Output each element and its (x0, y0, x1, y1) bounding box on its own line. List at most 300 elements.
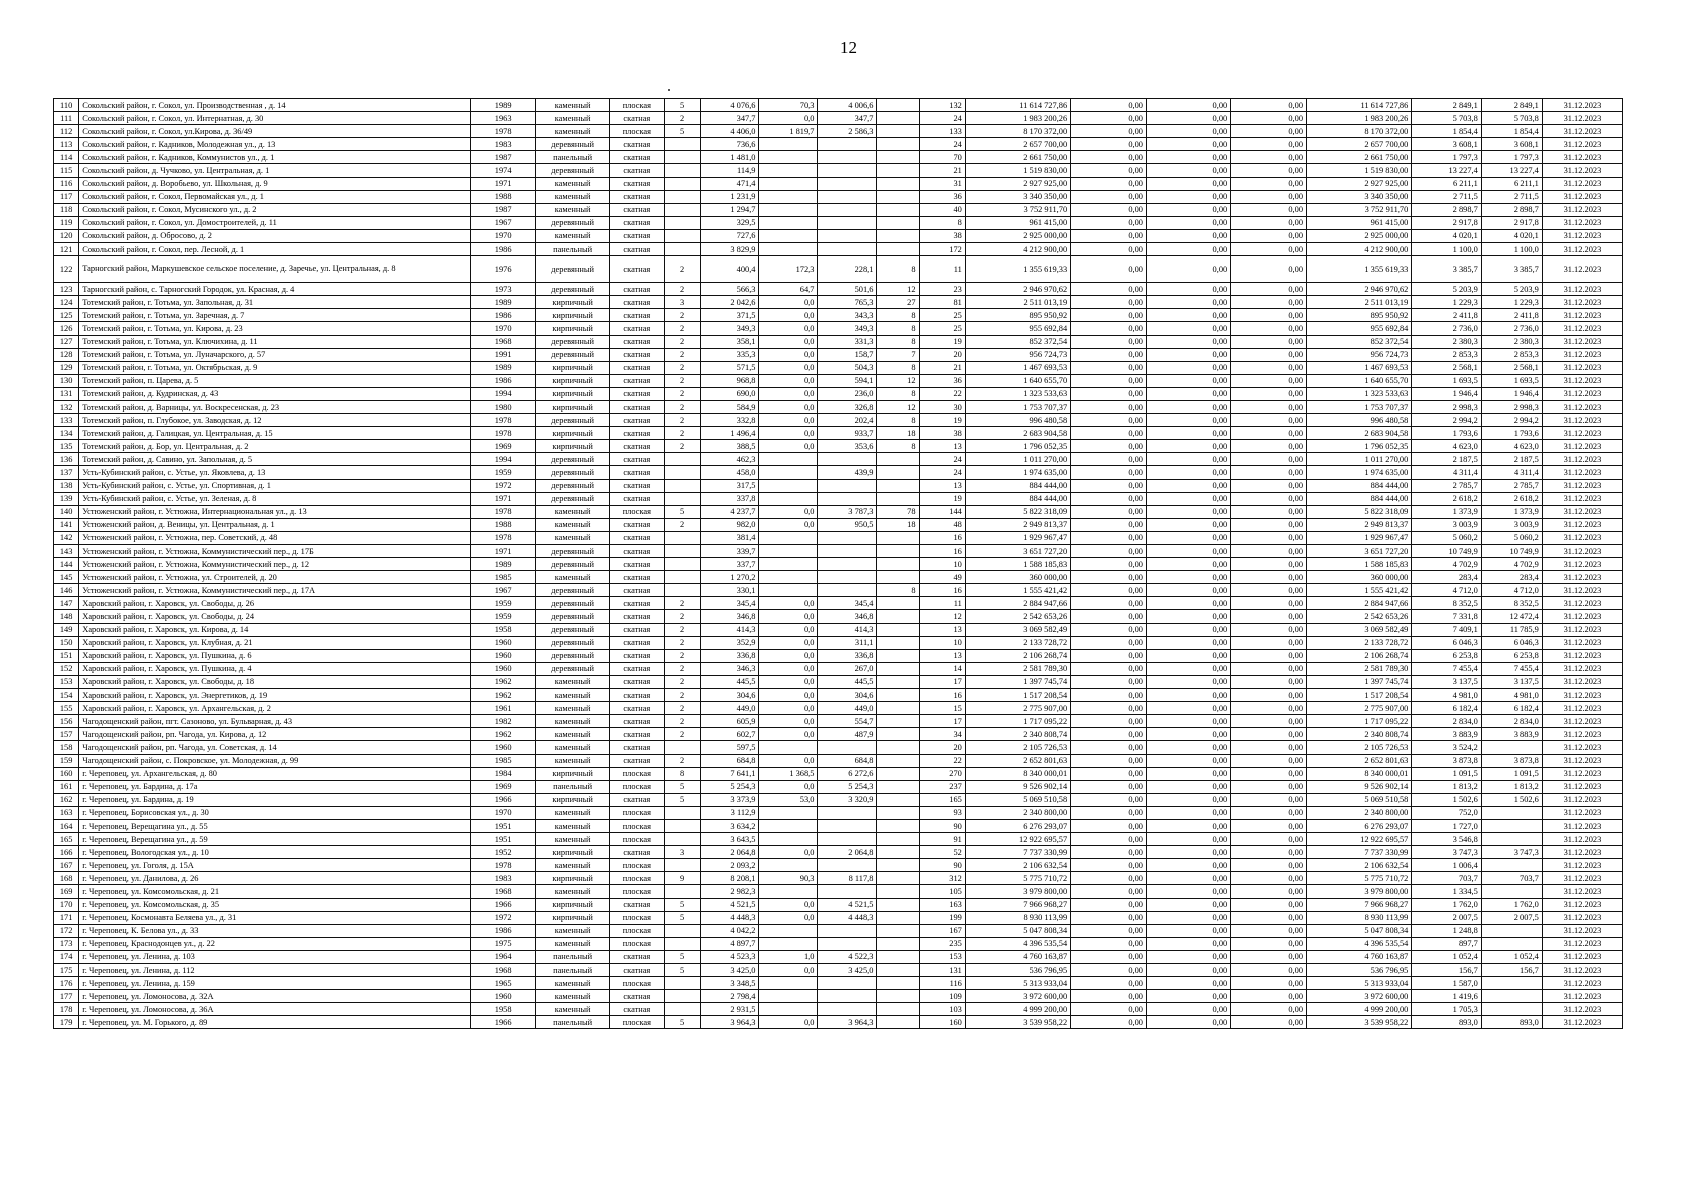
roof-type-cell: скатная (609, 675, 664, 688)
floors-cell (664, 859, 700, 872)
cost-part-c-cell: 0,00 (1231, 387, 1307, 400)
cost-part-d-cell: 2 657 700,00 (1307, 138, 1412, 151)
cost-part-b-cell: 0,00 (1146, 846, 1230, 859)
cost-part-c-cell: 0,00 (1231, 990, 1307, 1003)
address-cell: Устюженский район, г. Устюжна, пер. Советский, д. 48 (79, 531, 471, 544)
table-row (54, 283, 1623, 296)
completion-date-cell: 31.12.2023 (1542, 190, 1622, 203)
table-row (54, 872, 1623, 885)
max-cost-per-sqm-cell: 1 813,2 (1481, 780, 1542, 793)
cost-part-c-cell: 0,00 (1231, 977, 1307, 990)
cost-part-b-cell: 0,00 (1146, 597, 1230, 610)
residents-cell: 93 (919, 806, 965, 819)
total-cost-cell: 2 106 632,54 (965, 859, 1070, 872)
roof-type-cell: скатная (609, 243, 664, 256)
table-row (54, 374, 1623, 387)
residents-cell: 133 (919, 125, 965, 138)
apartments-cell (877, 754, 919, 767)
cost-per-sqm-cell: 3 003,9 (1412, 518, 1481, 531)
table-row (54, 243, 1623, 256)
residents-cell: 10 (919, 558, 965, 571)
apartments-cell (877, 649, 919, 662)
max-cost-per-sqm-cell: 1 854,4 (1481, 125, 1542, 138)
floors-cell: 2 (664, 623, 700, 636)
table-row (54, 99, 1623, 112)
cost-per-sqm-cell: 5 703,8 (1412, 112, 1481, 125)
total-area-cell: 1 270,2 (700, 571, 759, 584)
floors-cell: 2 (664, 636, 700, 649)
table-row (54, 414, 1623, 427)
residential-area-cell (818, 216, 877, 229)
total-cost-cell: 536 796,95 (965, 964, 1070, 977)
table-row (54, 1016, 1623, 1029)
total-cost-cell: 955 692,84 (965, 322, 1070, 335)
address-cell: г. Череповец, К. Белова ул., д. 33 (79, 924, 471, 937)
address-cell: Устюженский район, г. Устюжна, Интернациональная ул., д. 13 (79, 505, 471, 518)
apartments-cell (877, 924, 919, 937)
apartments-cell: 8 (877, 414, 919, 427)
residential-area-cell: 950,5 (818, 518, 877, 531)
floors-cell: 2 (664, 361, 700, 374)
cost-per-sqm-cell: 2 785,7 (1412, 479, 1481, 492)
nonresidential-area-cell: 0,0 (759, 898, 818, 911)
row-number-cell: 136 (54, 453, 79, 466)
table-row (54, 898, 1623, 911)
total-cost-cell: 1 640 655,70 (965, 374, 1070, 387)
cost-part-d-cell: 8 930 113,99 (1307, 911, 1412, 924)
total-area-cell: 5 254,3 (700, 780, 759, 793)
roof-type-cell: плоская (609, 977, 664, 990)
year-built-cell: 1971 (470, 177, 535, 190)
max-cost-per-sqm-cell: 1 797,3 (1481, 151, 1542, 164)
year-built-cell: 1987 (470, 203, 535, 216)
total-area-cell: 349,3 (700, 322, 759, 335)
total-area-cell: 3 348,5 (700, 977, 759, 990)
completion-date-cell: 31.12.2023 (1542, 243, 1622, 256)
roof-type-cell: скатная (609, 374, 664, 387)
row-number-cell: 157 (54, 728, 79, 741)
table-row (54, 151, 1623, 164)
address-cell: Усть-Кубинский район, с. Устье, ул. Яковлева, д. 13 (79, 466, 471, 479)
roof-type-cell: скатная (609, 545, 664, 558)
completion-date-cell: 31.12.2023 (1542, 361, 1622, 374)
cost-per-sqm-cell: 1 587,0 (1412, 977, 1481, 990)
max-cost-per-sqm-cell (1481, 806, 1542, 819)
total-area-cell: 4 897,7 (700, 937, 759, 950)
cost-part-a-cell: 0,00 (1071, 846, 1147, 859)
roof-type-cell: плоская (609, 924, 664, 937)
cost-part-b-cell: 0,00 (1146, 440, 1230, 453)
floors-cell: 5 (664, 793, 700, 806)
cost-per-sqm-cell: 10 749,9 (1412, 545, 1481, 558)
total-cost-cell: 5 313 933,04 (965, 977, 1070, 990)
apartments-cell (877, 203, 919, 216)
cost-part-b-cell: 0,00 (1146, 571, 1230, 584)
cost-part-b-cell: 0,00 (1146, 728, 1230, 741)
total-area-cell: 2 093,2 (700, 859, 759, 872)
nonresidential-area-cell: 0,0 (759, 400, 818, 413)
cost-part-b-cell: 0,00 (1146, 689, 1230, 702)
wall-material-cell: каменный (536, 741, 610, 754)
floors-cell: 2 (664, 440, 700, 453)
residents-cell: 36 (919, 190, 965, 203)
residents-cell: 36 (919, 374, 965, 387)
apartments-cell (877, 833, 919, 846)
total-cost-cell: 1 929 967,47 (965, 531, 1070, 544)
table-row (54, 492, 1623, 505)
residential-area-cell: 331,3 (818, 335, 877, 348)
residents-cell: 11 (919, 597, 965, 610)
cost-part-a-cell: 0,00 (1071, 819, 1147, 832)
total-cost-cell: 5 069 510,58 (965, 793, 1070, 806)
year-built-cell: 1963 (470, 112, 535, 125)
completion-date-cell: 31.12.2023 (1542, 924, 1622, 937)
cost-part-d-cell: 3 651 727,20 (1307, 545, 1412, 558)
wall-material-cell: деревянный (536, 414, 610, 427)
cost-part-c-cell: 0,00 (1231, 937, 1307, 950)
total-area-cell: 2 931,5 (700, 1003, 759, 1016)
total-cost-cell: 1 588 185,83 (965, 558, 1070, 571)
address-cell: Сокольский район, д. Воробьево, ул. Школьная, д. 9 (79, 177, 471, 190)
row-number-cell: 121 (54, 243, 79, 256)
apartments-cell (877, 793, 919, 806)
total-cost-cell: 1 011 270,00 (965, 453, 1070, 466)
floors-cell (664, 833, 700, 846)
max-cost-per-sqm-cell: 12 472,4 (1481, 610, 1542, 623)
total-area-cell: 336,8 (700, 649, 759, 662)
cost-part-a-cell: 0,00 (1071, 636, 1147, 649)
total-cost-cell: 3 752 911,70 (965, 203, 1070, 216)
address-cell: Устюженский район, д. Веницы, ул. Центральная, д. 1 (79, 518, 471, 531)
total-cost-cell: 1 717 095,22 (965, 715, 1070, 728)
residential-area-cell: 6 272,6 (818, 767, 877, 780)
nonresidential-area-cell (759, 885, 818, 898)
roof-type-cell: скатная (609, 636, 664, 649)
year-built-cell: 1970 (470, 806, 535, 819)
cost-part-b-cell: 0,00 (1146, 898, 1230, 911)
wall-material-cell: каменный (536, 675, 610, 688)
cost-part-c-cell: 0,00 (1231, 819, 1307, 832)
total-area-cell: 358,1 (700, 335, 759, 348)
completion-date-cell: 31.12.2023 (1542, 911, 1622, 924)
total-cost-cell: 2 683 904,58 (965, 427, 1070, 440)
total-cost-cell: 1 467 693,53 (965, 361, 1070, 374)
total-cost-cell: 2 946 970,62 (965, 283, 1070, 296)
cost-per-sqm-cell: 6 182,4 (1412, 702, 1481, 715)
cost-part-c-cell: 0,00 (1231, 400, 1307, 413)
cost-per-sqm-cell: 3 747,3 (1412, 846, 1481, 859)
wall-material-cell: деревянный (536, 636, 610, 649)
cost-part-c-cell: 0,00 (1231, 702, 1307, 715)
completion-date-cell: 31.12.2023 (1542, 846, 1622, 859)
cost-part-d-cell: 1 640 655,70 (1307, 374, 1412, 387)
max-cost-per-sqm-cell: 1 946,4 (1481, 387, 1542, 400)
roof-type-cell: скатная (609, 177, 664, 190)
total-area-cell: 968,8 (700, 374, 759, 387)
cost-per-sqm-cell: 6 211,1 (1412, 177, 1481, 190)
cost-part-b-cell: 0,00 (1146, 177, 1230, 190)
cost-part-b-cell: 0,00 (1146, 558, 1230, 571)
cost-part-c-cell: 0,00 (1231, 466, 1307, 479)
table-row (54, 518, 1623, 531)
roof-type-cell: скатная (609, 164, 664, 177)
cost-part-c-cell: 0,00 (1231, 767, 1307, 780)
wall-material-cell: кирпичный (536, 846, 610, 859)
completion-date-cell: 31.12.2023 (1542, 453, 1622, 466)
roof-type-cell: скатная (609, 531, 664, 544)
completion-date-cell: 31.12.2023 (1542, 492, 1622, 505)
total-cost-cell: 1 753 707,37 (965, 400, 1070, 413)
total-area-cell: 329,5 (700, 216, 759, 229)
cost-part-c-cell: 0,00 (1231, 112, 1307, 125)
scan-mark (668, 89, 670, 91)
residential-area-cell: 501,6 (818, 283, 877, 296)
total-area-cell: 2 064,8 (700, 846, 759, 859)
cost-part-d-cell: 2 949 813,37 (1307, 518, 1412, 531)
address-cell: г. Череповец, Вологодская ул., д. 10 (79, 846, 471, 859)
residential-area-cell: 311,1 (818, 636, 877, 649)
apartments-cell (877, 216, 919, 229)
cost-part-d-cell: 11 614 727,86 (1307, 99, 1412, 112)
total-cost-cell: 2 581 789,30 (965, 662, 1070, 675)
cost-part-c-cell: 0,00 (1231, 531, 1307, 544)
cost-part-a-cell: 0,00 (1071, 309, 1147, 322)
max-cost-per-sqm-cell: 4 623,0 (1481, 440, 1542, 453)
wall-material-cell: каменный (536, 977, 610, 990)
residents-cell: 16 (919, 531, 965, 544)
total-cost-cell: 2 661 750,00 (965, 151, 1070, 164)
residents-cell: 16 (919, 584, 965, 597)
address-cell: г. Череповец, Верещагина ул., д. 59 (79, 833, 471, 846)
cost-part-a-cell: 0,00 (1071, 190, 1147, 203)
wall-material-cell: кирпичный (536, 387, 610, 400)
max-cost-per-sqm-cell: 2 711,5 (1481, 190, 1542, 203)
nonresidential-area-cell (759, 151, 818, 164)
roof-type-cell: скатная (609, 846, 664, 859)
max-cost-per-sqm-cell: 5 060,2 (1481, 531, 1542, 544)
table-row (54, 950, 1623, 963)
floors-cell: 2 (664, 374, 700, 387)
cost-part-a-cell: 0,00 (1071, 950, 1147, 963)
cost-part-c-cell: 0,00 (1231, 780, 1307, 793)
wall-material-cell: каменный (536, 715, 610, 728)
table-row (54, 216, 1623, 229)
cost-part-b-cell: 0,00 (1146, 610, 1230, 623)
apartments-cell (877, 597, 919, 610)
total-area-cell: 1 231,9 (700, 190, 759, 203)
residential-area-cell (818, 937, 877, 950)
roof-type-cell: скатная (609, 964, 664, 977)
cost-part-c-cell: 0,00 (1231, 741, 1307, 754)
row-number-cell: 154 (54, 689, 79, 702)
cost-part-a-cell: 0,00 (1071, 243, 1147, 256)
roof-type-cell: плоская (609, 505, 664, 518)
cost-part-a-cell: 0,00 (1071, 702, 1147, 715)
year-built-cell: 1989 (470, 99, 535, 112)
row-number-cell: 128 (54, 348, 79, 361)
year-built-cell: 1985 (470, 754, 535, 767)
year-built-cell: 1984 (470, 767, 535, 780)
cost-part-b-cell: 0,00 (1146, 256, 1230, 283)
total-area-cell: 3 112,9 (700, 806, 759, 819)
apartments-cell (877, 610, 919, 623)
residents-cell: 90 (919, 859, 965, 872)
wall-material-cell: каменный (536, 571, 610, 584)
residential-area-cell: 326,8 (818, 400, 877, 413)
cost-part-d-cell: 2 927 925,00 (1307, 177, 1412, 190)
cost-part-c-cell: 0,00 (1231, 715, 1307, 728)
total-cost-cell: 3 651 727,20 (965, 545, 1070, 558)
address-cell: Сокольский район, г. Сокол, ул. Домостроителей, д. 11 (79, 216, 471, 229)
table-row (54, 571, 1623, 584)
cost-per-sqm-cell: 1 091,5 (1412, 767, 1481, 780)
total-cost-cell: 884 444,00 (965, 492, 1070, 505)
floors-cell: 2 (664, 702, 700, 715)
max-cost-per-sqm-cell (1481, 1003, 1542, 1016)
residential-area-cell: 933,7 (818, 427, 877, 440)
year-built-cell: 1978 (470, 125, 535, 138)
address-cell: Тотемский район, г. Тотьма, ул. Ключихина, д. 11 (79, 335, 471, 348)
row-number-cell: 160 (54, 767, 79, 780)
floors-cell (664, 164, 700, 177)
cost-part-a-cell: 0,00 (1071, 571, 1147, 584)
max-cost-per-sqm-cell (1481, 833, 1542, 846)
residents-cell: 20 (919, 348, 965, 361)
cost-part-b-cell: 0,00 (1146, 924, 1230, 937)
wall-material-cell: деревянный (536, 479, 610, 492)
residential-area-cell: 347,7 (818, 112, 877, 125)
address-cell: г. Череповец, ул. Комсомольская, д. 21 (79, 885, 471, 898)
cost-per-sqm-cell: 2 007,5 (1412, 911, 1481, 924)
apartments-cell (877, 545, 919, 558)
total-area-cell: 684,8 (700, 754, 759, 767)
completion-date-cell: 31.12.2023 (1542, 400, 1622, 413)
cost-part-c-cell: 0,00 (1231, 151, 1307, 164)
roof-type-cell: скатная (609, 950, 664, 963)
completion-date-cell: 31.12.2023 (1542, 479, 1622, 492)
nonresidential-area-cell: 0,0 (759, 689, 818, 702)
cost-part-a-cell: 0,00 (1071, 374, 1147, 387)
table-body (54, 99, 1623, 1029)
total-cost-cell: 4 396 535,54 (965, 937, 1070, 950)
cost-part-d-cell: 1 796 052,35 (1307, 440, 1412, 453)
max-cost-per-sqm-cell: 1 052,4 (1481, 950, 1542, 963)
wall-material-cell: кирпичный (536, 898, 610, 911)
total-cost-cell: 1 983 200,26 (965, 112, 1070, 125)
completion-date-cell: 31.12.2023 (1542, 518, 1622, 531)
max-cost-per-sqm-cell: 2 736,0 (1481, 322, 1542, 335)
wall-material-cell: панельный (536, 780, 610, 793)
year-built-cell: 1978 (470, 505, 535, 518)
completion-date-cell: 31.12.2023 (1542, 283, 1622, 296)
max-cost-per-sqm-cell: 3 883,9 (1481, 728, 1542, 741)
cost-per-sqm-cell: 156,7 (1412, 964, 1481, 977)
total-area-cell: 4 523,3 (700, 950, 759, 963)
row-number-cell: 113 (54, 138, 79, 151)
residents-cell: 116 (919, 977, 965, 990)
residential-area-cell (818, 151, 877, 164)
cost-per-sqm-cell: 5 203,9 (1412, 283, 1481, 296)
total-cost-cell: 2 949 813,37 (965, 518, 1070, 531)
residential-area-cell: 236,0 (818, 387, 877, 400)
residential-area-cell: 3 425,0 (818, 964, 877, 977)
completion-date-cell: 31.12.2023 (1542, 322, 1622, 335)
nonresidential-area-cell: 90,3 (759, 872, 818, 885)
year-built-cell: 1989 (470, 558, 535, 571)
total-cost-cell: 4 760 163,87 (965, 950, 1070, 963)
total-area-cell: 114,9 (700, 164, 759, 177)
address-cell: Устюженский район, г. Устюжна, Коммунистический пер., д. 12 (79, 558, 471, 571)
nonresidential-area-cell (759, 990, 818, 1003)
residential-area-cell (818, 806, 877, 819)
cost-part-a-cell: 0,00 (1071, 505, 1147, 518)
cost-part-c-cell: 0,00 (1231, 833, 1307, 846)
roof-type-cell: скатная (609, 466, 664, 479)
cost-per-sqm-cell: 1 793,6 (1412, 427, 1481, 440)
year-built-cell: 1968 (470, 964, 535, 977)
nonresidential-area-cell: 0,0 (759, 309, 818, 322)
cost-part-d-cell: 2 581 789,30 (1307, 662, 1412, 675)
residential-area-cell: 353,6 (818, 440, 877, 453)
completion-date-cell: 31.12.2023 (1542, 636, 1622, 649)
address-cell: Чагодощенский район, с. Покровское, ул. Молодежная, д. 99 (79, 754, 471, 767)
wall-material-cell: кирпичный (536, 322, 610, 335)
year-built-cell: 1991 (470, 348, 535, 361)
roof-type-cell: скатная (609, 558, 664, 571)
residents-cell: 131 (919, 964, 965, 977)
cost-part-b-cell: 0,00 (1146, 662, 1230, 675)
floors-cell: 3 (664, 296, 700, 309)
residential-area-cell (818, 819, 877, 832)
cost-per-sqm-cell: 7 331,8 (1412, 610, 1481, 623)
floors-cell (664, 453, 700, 466)
floors-cell: 2 (664, 322, 700, 335)
row-number-cell: 132 (54, 400, 79, 413)
address-cell: Харовский район, г. Харовск, ул. Свободы, д. 26 (79, 597, 471, 610)
cost-part-d-cell: 1 397 745,74 (1307, 675, 1412, 688)
cost-part-d-cell: 360 000,00 (1307, 571, 1412, 584)
floors-cell: 5 (664, 898, 700, 911)
cost-part-d-cell: 5 047 808,34 (1307, 924, 1412, 937)
max-cost-per-sqm-cell: 1 762,0 (1481, 898, 1542, 911)
cost-part-d-cell: 3 752 911,70 (1307, 203, 1412, 216)
row-number-cell: 159 (54, 754, 79, 767)
max-cost-per-sqm-cell: 2 998,3 (1481, 400, 1542, 413)
address-cell: Сокольский район, г. Кадников, Коммунистов ул., д. 1 (79, 151, 471, 164)
cost-part-b-cell: 0,00 (1146, 911, 1230, 924)
total-cost-cell: 2 652 801,63 (965, 754, 1070, 767)
cost-part-a-cell: 0,00 (1071, 964, 1147, 977)
cost-part-b-cell: 0,00 (1146, 833, 1230, 846)
cost-part-d-cell: 956 724,73 (1307, 348, 1412, 361)
cost-part-b-cell: 0,00 (1146, 322, 1230, 335)
housing-register-table (53, 98, 1623, 1029)
cost-part-b-cell: 0,00 (1146, 400, 1230, 413)
row-number-cell: 176 (54, 977, 79, 990)
apartments-cell (877, 1003, 919, 1016)
roof-type-cell: скатная (609, 203, 664, 216)
year-built-cell: 1960 (470, 662, 535, 675)
cost-part-c-cell: 0,00 (1231, 885, 1307, 898)
nonresidential-area-cell: 0,0 (759, 597, 818, 610)
cost-part-a-cell: 0,00 (1071, 1003, 1147, 1016)
address-cell: Харовский район, г. Харовск, ул. Клубная, д. 21 (79, 636, 471, 649)
cost-per-sqm-cell: 4 311,4 (1412, 466, 1481, 479)
row-number-cell: 161 (54, 780, 79, 793)
cost-part-a-cell: 0,00 (1071, 99, 1147, 112)
residential-area-cell (818, 177, 877, 190)
nonresidential-area-cell: 70,3 (759, 99, 818, 112)
